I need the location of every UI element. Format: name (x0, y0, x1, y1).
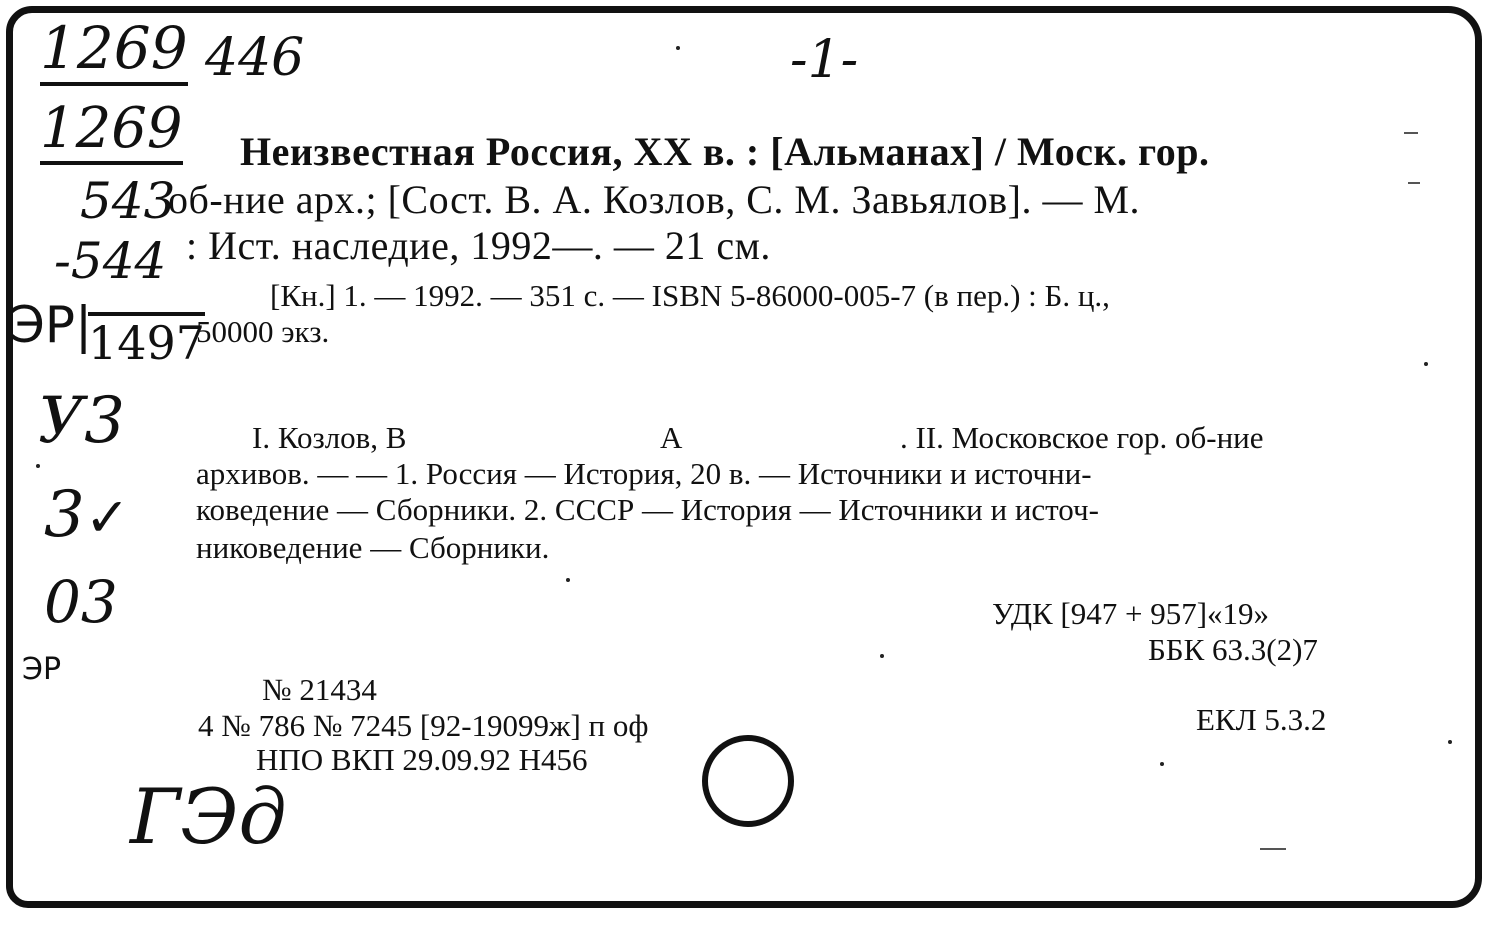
handwritten-number-top: 1269 (40, 14, 188, 82)
subject-line-3: коведение — Сборники. 2. СССР — История — Источники и источ- (196, 492, 1099, 527)
handwritten-code-u3: У3 (38, 384, 125, 458)
handwritten-bottom-code: ГЭд (130, 772, 287, 861)
entry-copies-line: 50000 экз. (196, 314, 330, 349)
handwritten-number-3: 543 (80, 172, 176, 230)
scan-speck (1160, 762, 1164, 766)
entry-title: Неизвестная Россия, XX в. : [Альманах] / Моск. гор. (240, 129, 1210, 174)
scan-streak (1260, 848, 1286, 850)
scan-streak (1408, 182, 1420, 184)
scan-streak (1404, 132, 1418, 134)
entry-line-2: об-ние арх.; [Сост. В. А. Козлов, С. М. Завьялов]. — М. (168, 177, 1141, 222)
scan-speck (1424, 362, 1428, 366)
handwritten-code-03: 03 (44, 568, 118, 636)
udk-code: УДК [947 + 957]«19» (992, 596, 1270, 631)
handwritten-code-3: 3✓ (44, 478, 130, 552)
subject-line-1a: I. Козлов, В (252, 420, 407, 455)
subject-line-1c: . II. Московское гор. об-ние (900, 420, 1264, 455)
scan-speck (1448, 740, 1452, 744)
handwritten-page-marker: -1- (790, 30, 859, 90)
scan-speck (676, 46, 680, 50)
handwritten-er-prefix: ЭР| (10, 296, 92, 354)
scan-speck (566, 578, 570, 582)
entry-line-3: : Ист. наследие, 1992—. — 21 см. (186, 223, 771, 268)
handwritten-number-5: 1497 (88, 312, 205, 370)
scan-speck (880, 654, 884, 658)
subject-line-4: никоведение — Сборники. (196, 530, 550, 565)
bbk-code: ББК 63.3(2)7 (1148, 632, 1318, 667)
subject-line-2: архивов. — — 1. Россия — История, 20 в. — Источники и источни- (196, 456, 1092, 491)
handwritten-code-er: ЭР (22, 652, 62, 687)
subject-line-1b: А (660, 420, 683, 455)
handwritten-number-4: -544 (54, 232, 167, 290)
scan-speck (36, 464, 40, 468)
punch-hole (702, 735, 794, 827)
entry-volume-line: [Кн.] 1. — 1992. — 351 с. — ISBN 5-86000-005-7 (в пер.) : Б. ц., (270, 278, 1110, 313)
entry-line-1 (240, 128, 1209, 175)
handwritten-number-2: 1269 (40, 96, 183, 161)
npo-line: НПО ВКП 29.09.92 Н456 (256, 742, 588, 777)
order-line: 4 № 786 № 7245 [92-19099ж] п оф (198, 708, 649, 743)
ekl-code: ЕКЛ 5.3.2 (1196, 702, 1327, 737)
handwritten-number-top-second: 446 (205, 28, 305, 88)
card-number: № 21434 (262, 672, 377, 707)
